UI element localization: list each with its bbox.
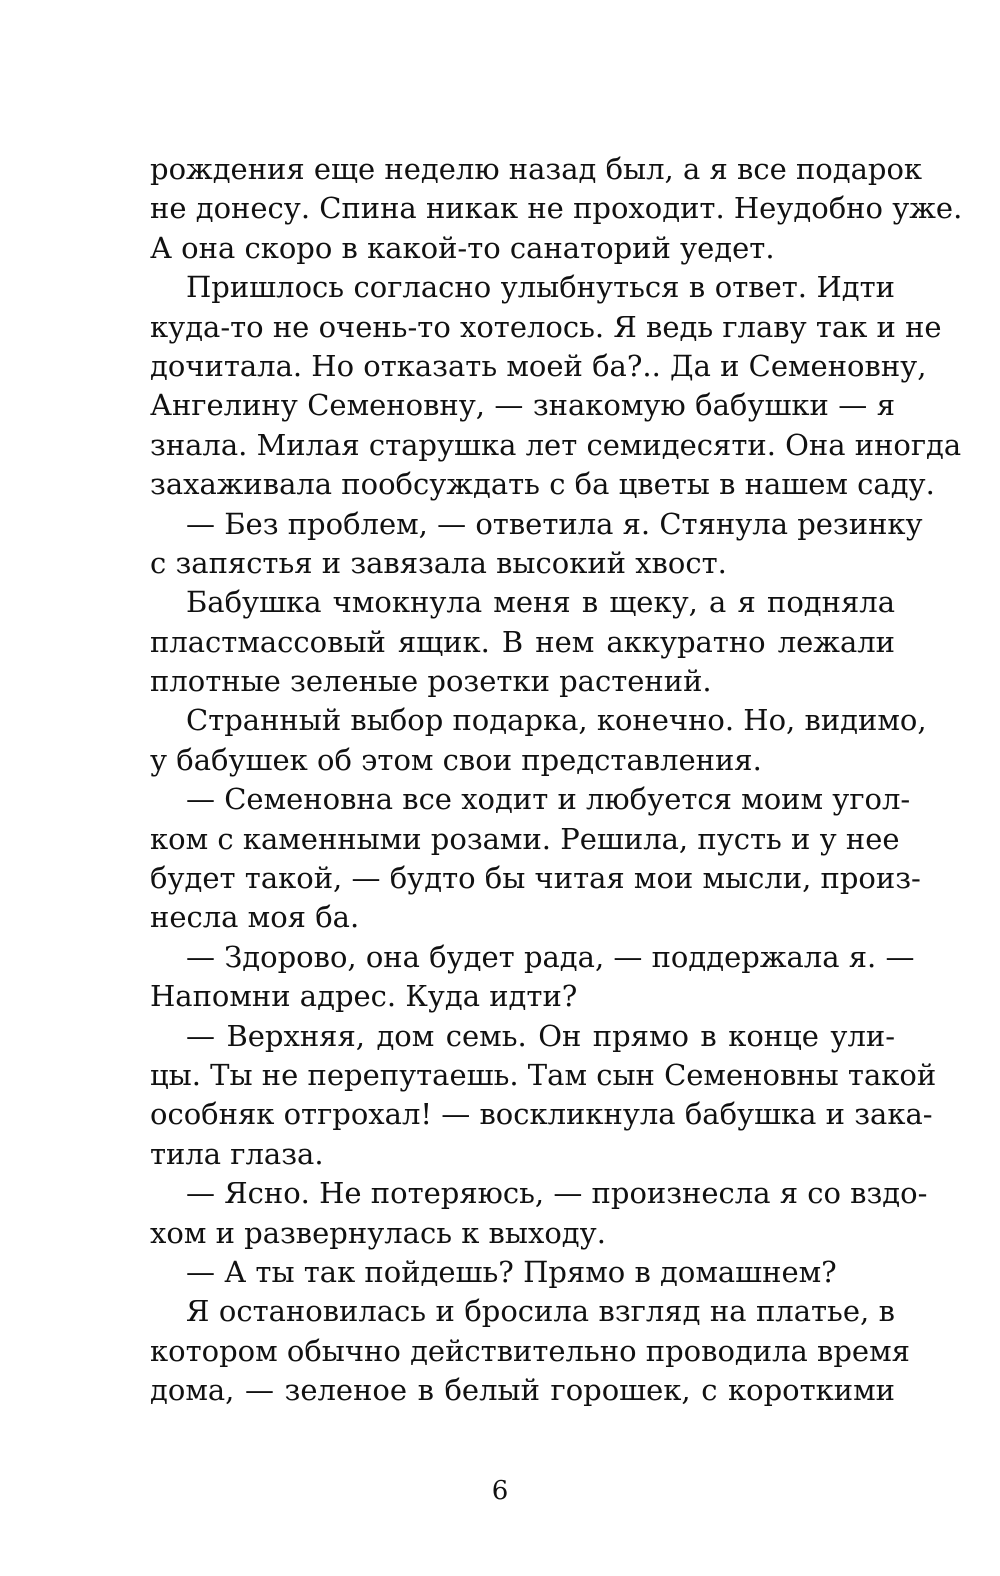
- text-line: особняк отгрохал! — воскликнула бабушка и зака-: [150, 1097, 933, 1132]
- text-line: рождения еще неделю назад был, а я все подарок: [150, 152, 923, 186]
- text-line: несла моя ба.: [150, 900, 360, 935]
- text-line: дочитала. Но отказать моей ба?.. Да и Семеновну,: [150, 348, 927, 383]
- text-line: Странный выбор подарка, конечно. Но, видимо,: [186, 703, 927, 738]
- text-line: — Здорово, она будет рада, — поддержала я. —: [186, 939, 915, 974]
- text-line: хом и развернулась к выходу.: [150, 1215, 606, 1250]
- page-number: 6: [491, 1476, 509, 1506]
- text-line: дома, — зеленое в белый горошек, с короткими: [150, 1373, 895, 1408]
- text-line: знала. Милая старушка лет семидесяти. Она иногда: [150, 427, 962, 462]
- text-line: захаживала пообсуждать с ба цветы в нашем саду.: [150, 467, 935, 502]
- text-line: с запястья и завязала высокий хвост.: [150, 545, 727, 580]
- text-line: котором обычно действительно проводила время: [150, 1333, 910, 1368]
- text-line: Ангелину Семеновну, — знакомую бабушки — я: [150, 388, 895, 423]
- text-line: Я остановилась и бросила взгляд на платье, в: [186, 1294, 895, 1329]
- text-line: куда-то не очень-то хотелось. Я ведь главу так и не: [150, 309, 942, 344]
- text-line: тила глаза.: [150, 1136, 324, 1171]
- text-line: — Верхняя, дом семь. Он прямо в конце ули-: [186, 1018, 895, 1053]
- text-line: — Семеновна все ходит и любуется моим угол-: [186, 782, 911, 817]
- page-body: [150, 150, 963, 1411]
- text-line: будет такой, — будто бы читая мои мысли, произ-: [150, 861, 921, 896]
- text-line: Пришлось согласно улыбнуться в ответ. Идти: [186, 270, 895, 305]
- text-line: цы. Ты не перепутаешь. Там сын Семеновны такой: [150, 1057, 937, 1092]
- text-line: не донесу. Спина никак не проходит. Неудобно уже.: [150, 191, 963, 226]
- text-line: пластмассовый ящик. В нем аккуратно лежали: [150, 624, 895, 659]
- text-line: — Без проблем, — ответила я. Стянула резинку: [186, 506, 923, 541]
- text-line: — Ясно. Не потеряюсь, — произнесла я со вздо-: [186, 1176, 928, 1211]
- text-line: у бабушек об этом свои представления.: [150, 742, 762, 777]
- text-line: Напомни адрес. Куда идти?: [150, 979, 578, 1014]
- text-line: Бабушка чмокнула меня в щеку, а я подняла: [186, 585, 895, 620]
- text-line: А она скоро в какой-то санаторий уедет.: [150, 230, 775, 265]
- text-line: плотные зеленые розетки растений.: [150, 664, 712, 699]
- text-line: ком с каменными розами. Решила, пусть и у нее: [150, 821, 900, 856]
- text-line: — А ты так пойдешь? Прямо в домашнем?: [186, 1254, 837, 1289]
